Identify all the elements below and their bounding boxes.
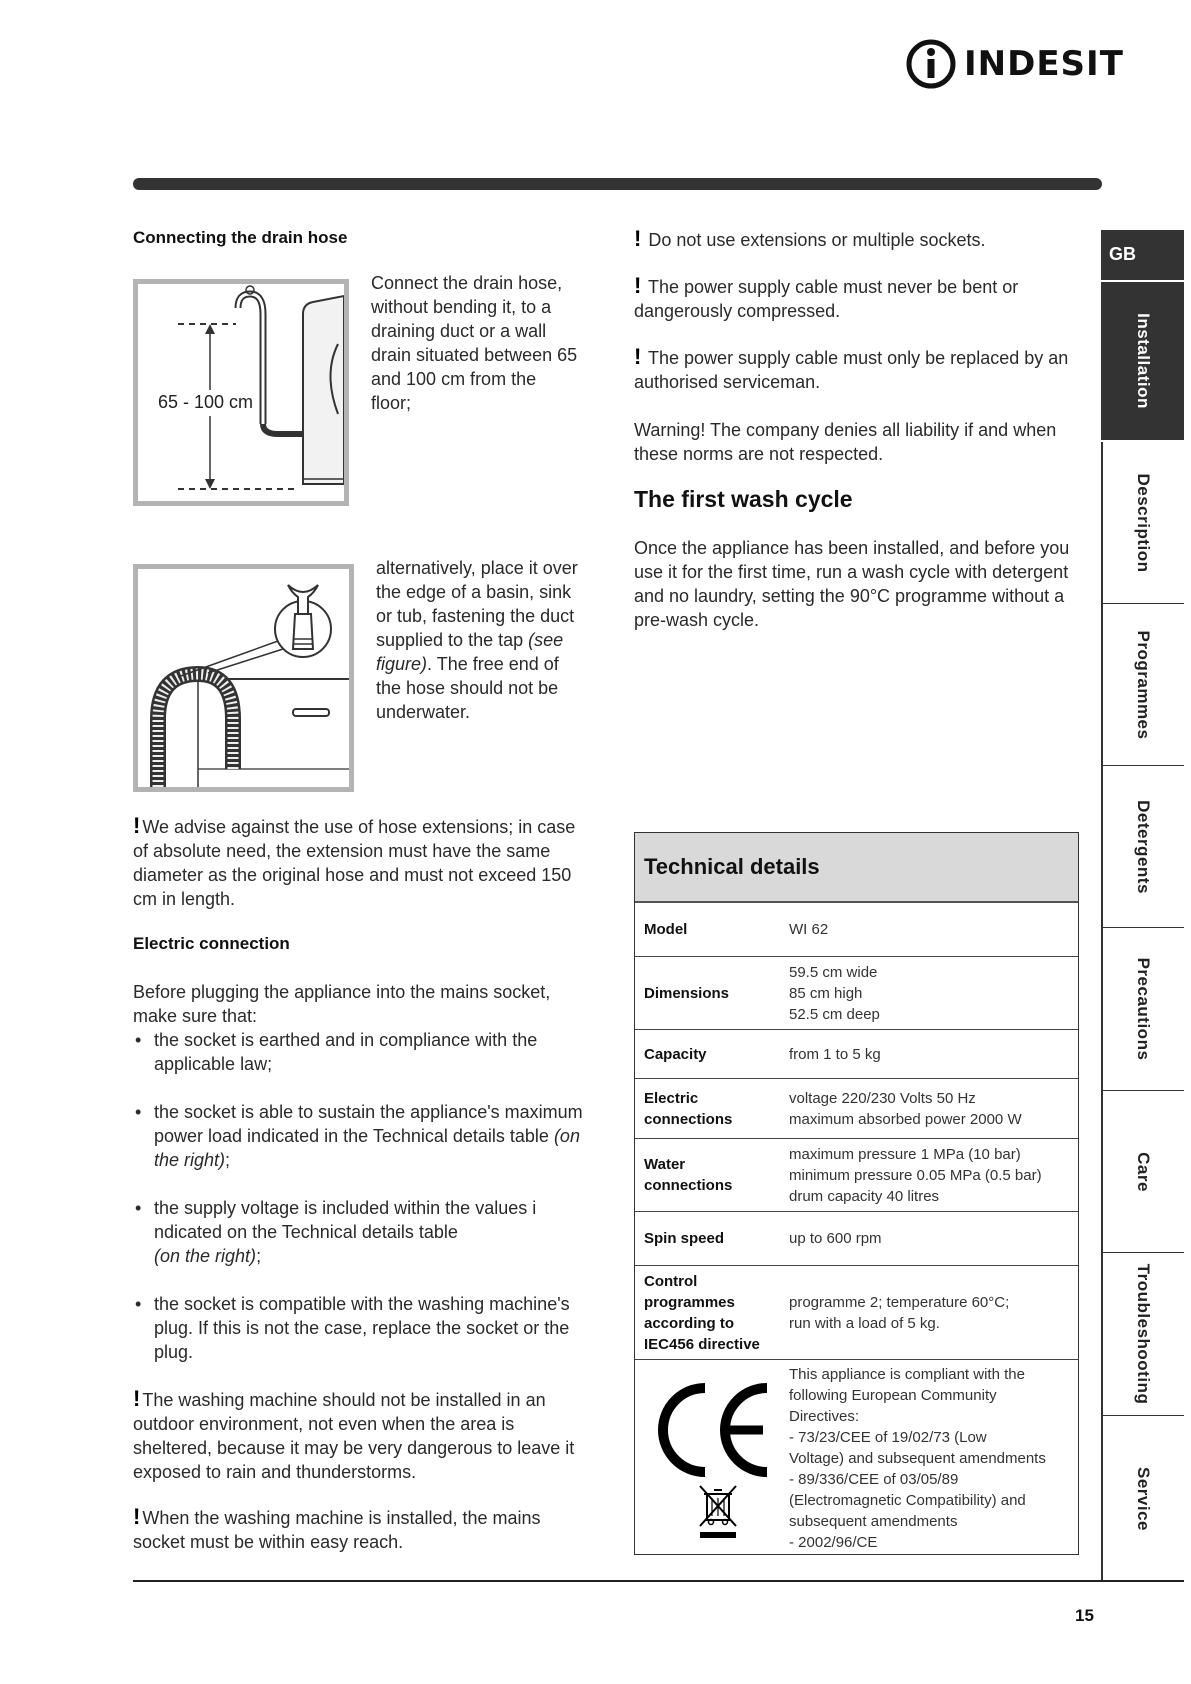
dimensions-label: Dimensions bbox=[644, 984, 730, 1002]
basin-figure bbox=[133, 564, 354, 792]
electric-heading: Electric connection bbox=[133, 934, 290, 953]
drain-hose-text: Connect the drain hose, without bending it, to a draining duct or a wall drain situated between 65 and 100 cm from the floor; bbox=[371, 273, 578, 413]
water-min-pressure: minimum pressure 0.05 MPa (0.5 bar) bbox=[789, 1166, 1042, 1184]
list-item bbox=[133, 1028, 588, 1076]
electric-section bbox=[133, 980, 588, 1388]
electric-label bbox=[635, 1088, 789, 1130]
ce-line: following European Community bbox=[789, 1387, 997, 1404]
indesit-i-icon bbox=[906, 37, 956, 91]
crossed-bin-icon bbox=[696, 1484, 740, 1540]
dimensions-value bbox=[789, 962, 1078, 1025]
dimensions-width: 59.5 cm wide bbox=[789, 963, 878, 981]
tab-label: Installation bbox=[1133, 313, 1153, 409]
basin-text-italic: (see figure) bbox=[376, 630, 564, 674]
bullet-text: the socket is able to sustain the appliance's maximum power load indicated in the Technical details table bbox=[154, 1102, 583, 1146]
basin-text-part1: alternatively, place it over the edge of a basin, sink or tub, fastening the duct supplied to the tap bbox=[376, 558, 578, 650]
tab-label: Detergents bbox=[1133, 799, 1153, 894]
drain-hose-heading: Connecting the drain hose bbox=[133, 228, 348, 247]
electric-value bbox=[789, 1088, 1078, 1130]
exclamation-icon: ! bbox=[133, 1386, 141, 1411]
table-row bbox=[635, 903, 1078, 957]
tab-care[interactable] bbox=[1101, 1091, 1184, 1253]
tab-detergents[interactable] bbox=[1101, 766, 1184, 928]
ce-line: - 89/336/CEE of 03/05/89 bbox=[789, 1471, 959, 1488]
electric-power: maximum absorbed power 2000 W bbox=[789, 1110, 1022, 1128]
bullet-text: the supply voltage is included within the values i ndicated on the Technical details table bbox=[154, 1198, 537, 1242]
page-number: 15 bbox=[1075, 1606, 1094, 1625]
note-cable-bent bbox=[634, 274, 1074, 323]
note-cable-replace bbox=[634, 345, 1074, 394]
list-item bbox=[133, 1196, 588, 1268]
ce-marks bbox=[635, 1360, 789, 1554]
exclamation-icon: ! bbox=[634, 273, 642, 298]
control-load: run with a load of 5 kg. bbox=[789, 1314, 940, 1332]
extension-note-text: We advise against the use of hose extensions; in case of absolute need, the extension must have the same diameter as the original hose and must not exceed 150 cm in length. bbox=[133, 817, 576, 909]
control-label-line2: programmes bbox=[644, 1293, 735, 1311]
exclamation-icon: ! bbox=[634, 226, 642, 251]
header-rule bbox=[133, 178, 1102, 190]
water-label bbox=[635, 1154, 789, 1196]
drain-height-label: 65 - 100 cm bbox=[158, 392, 254, 412]
tech-table-title: Technical details bbox=[635, 833, 1078, 903]
outdoor-note bbox=[133, 1387, 588, 1484]
ce-line: (Electromagnetic Compatibility) and bbox=[789, 1492, 1026, 1509]
bullet-end: ; bbox=[256, 1246, 262, 1266]
bullet-italic: (on the right) bbox=[154, 1126, 580, 1170]
table-row bbox=[635, 1266, 1078, 1360]
drain-height-figure bbox=[133, 279, 349, 506]
control-programme: programme 2; temperature 60°C; bbox=[789, 1293, 1010, 1311]
table-row bbox=[635, 1212, 1078, 1266]
reach-note-text: When the washing machine is installed, the mains socket must be within easy reach. bbox=[133, 1508, 541, 1552]
electric-label-line1: Electric bbox=[644, 1089, 699, 1107]
water-value bbox=[789, 1144, 1078, 1207]
bullet-text: the socket is earthed and in compliance with the applicable law; bbox=[154, 1030, 538, 1074]
tab-service[interactable] bbox=[1101, 1416, 1184, 1581]
dimensions-depth: 52.5 cm deep bbox=[789, 1005, 880, 1023]
extension-note bbox=[133, 814, 588, 911]
exclamation-icon: ! bbox=[634, 344, 642, 369]
ce-compliance-text bbox=[789, 1360, 1078, 1553]
tab-language[interactable] bbox=[1101, 230, 1184, 282]
list-item bbox=[133, 1100, 588, 1172]
footer-rule bbox=[133, 1580, 1184, 1582]
ce-line: - 2002/96/CE bbox=[789, 1534, 878, 1551]
electric-checklist bbox=[133, 1028, 588, 1364]
electric-intro: Before plugging the appliance into the mains socket, make sure that: bbox=[133, 982, 551, 1026]
control-label bbox=[635, 1271, 789, 1355]
brand-logo bbox=[906, 36, 1124, 92]
tab-label: Description bbox=[1133, 472, 1153, 573]
tab-programmes[interactable] bbox=[1101, 604, 1184, 766]
water-label-line2: connections bbox=[644, 1177, 733, 1194]
tab-description[interactable] bbox=[1101, 442, 1184, 604]
table-row bbox=[635, 1139, 1078, 1212]
table-row bbox=[635, 957, 1078, 1030]
basin-text-part2: . The free end of the hose should not be underwater. bbox=[376, 654, 559, 722]
note-cable-bent-text: The power supply cable must never be bent or dangerously compressed. bbox=[634, 277, 1019, 321]
brand-name: INDESIT bbox=[964, 44, 1124, 84]
control-label-line1: Control bbox=[644, 1272, 698, 1290]
table-row bbox=[635, 1079, 1078, 1139]
model-value: WI 62 bbox=[789, 921, 829, 938]
electric-voltage: voltage 220/230 Volts 50 Hz bbox=[789, 1089, 976, 1107]
spin-label: Spin speed bbox=[644, 1230, 725, 1247]
exclamation-icon: ! bbox=[133, 813, 141, 838]
water-max-pressure: maximum pressure 1 MPa (10 bar) bbox=[789, 1145, 1021, 1163]
list-item bbox=[133, 1292, 588, 1364]
capacity-value: from 1 to 5 kg bbox=[789, 1045, 881, 1063]
table-row bbox=[635, 1030, 1078, 1079]
basin-text bbox=[376, 556, 588, 724]
warning-text: Warning! The company denies all liability if and when these norms are not respected. bbox=[634, 420, 1057, 464]
first-wash-heading: The first wash cycle bbox=[634, 486, 853, 512]
table-row bbox=[635, 1360, 1078, 1554]
control-label-line3: according to bbox=[644, 1314, 735, 1332]
water-label-line1: Water bbox=[644, 1156, 686, 1173]
capacity-label: Capacity bbox=[644, 1045, 707, 1063]
spin-value: up to 600 rpm bbox=[789, 1230, 882, 1247]
technical-details-table bbox=[634, 832, 1079, 1555]
ce-line: Voltage) and subsequent amendments bbox=[789, 1450, 1046, 1467]
tab-label: Service bbox=[1133, 1466, 1153, 1531]
tab-precautions[interactable] bbox=[1101, 928, 1184, 1091]
language-label: GB bbox=[1109, 244, 1136, 264]
control-label-line4: IEC456 directive bbox=[644, 1335, 760, 1353]
tab-troubleshooting[interactable] bbox=[1101, 1253, 1184, 1416]
exclamation-icon: ! bbox=[133, 1504, 141, 1529]
tab-label: Troubleshooting bbox=[1133, 1263, 1153, 1405]
control-value bbox=[789, 1292, 1078, 1334]
basin-hose-diagram bbox=[138, 569, 349, 787]
bullet-text: the socket is compatible with the washing machine's plug. If this is not the case, replace the socket or the plug. bbox=[154, 1294, 570, 1362]
dimensions-height: 85 cm high bbox=[789, 984, 863, 1002]
bullet-italic: (on the right) bbox=[154, 1246, 257, 1266]
ce-line: - 73/23/CEE of 19/02/73 (Low bbox=[789, 1429, 987, 1446]
bullet-end: ; bbox=[225, 1150, 231, 1170]
tab-label: Precautions bbox=[1133, 957, 1153, 1061]
section-tabs bbox=[1101, 230, 1184, 1581]
tab-installation[interactable] bbox=[1101, 282, 1184, 442]
outdoor-note-text: The washing machine should not be installed in an outdoor environment, not even when the area is sheltered, because it may be very dangerous to leave it exposed to rain and thunderstorms. bbox=[133, 1390, 575, 1482]
ce-line: subsequent amendments bbox=[789, 1513, 958, 1530]
ce-line: This appliance is compliant with the bbox=[789, 1366, 1025, 1383]
tab-label: Care bbox=[1133, 1151, 1153, 1192]
ce-line: Directives: bbox=[789, 1408, 860, 1425]
reach-note bbox=[133, 1505, 588, 1554]
water-drum-capacity: drum capacity 40 litres bbox=[789, 1187, 940, 1205]
note-cable-replace-text: The power supply cable must only be replaced by an authorised serviceman. bbox=[634, 348, 1069, 392]
ce-mark-icon bbox=[655, 1380, 775, 1480]
tab-label: Programmes bbox=[1133, 630, 1153, 739]
electric-label-line2: connections bbox=[644, 1110, 733, 1128]
model-label: Model bbox=[644, 921, 688, 938]
first-wash-text: Once the appliance has been installed, and before you use it for the first time, run a wash cycle with detergent and no laundry, setting the 90°C programme without a pre-wash cycle. bbox=[634, 538, 1070, 630]
note-extensions-text: Do not use extensions or multiple sockets. bbox=[648, 230, 986, 250]
note-extensions bbox=[634, 227, 1074, 252]
